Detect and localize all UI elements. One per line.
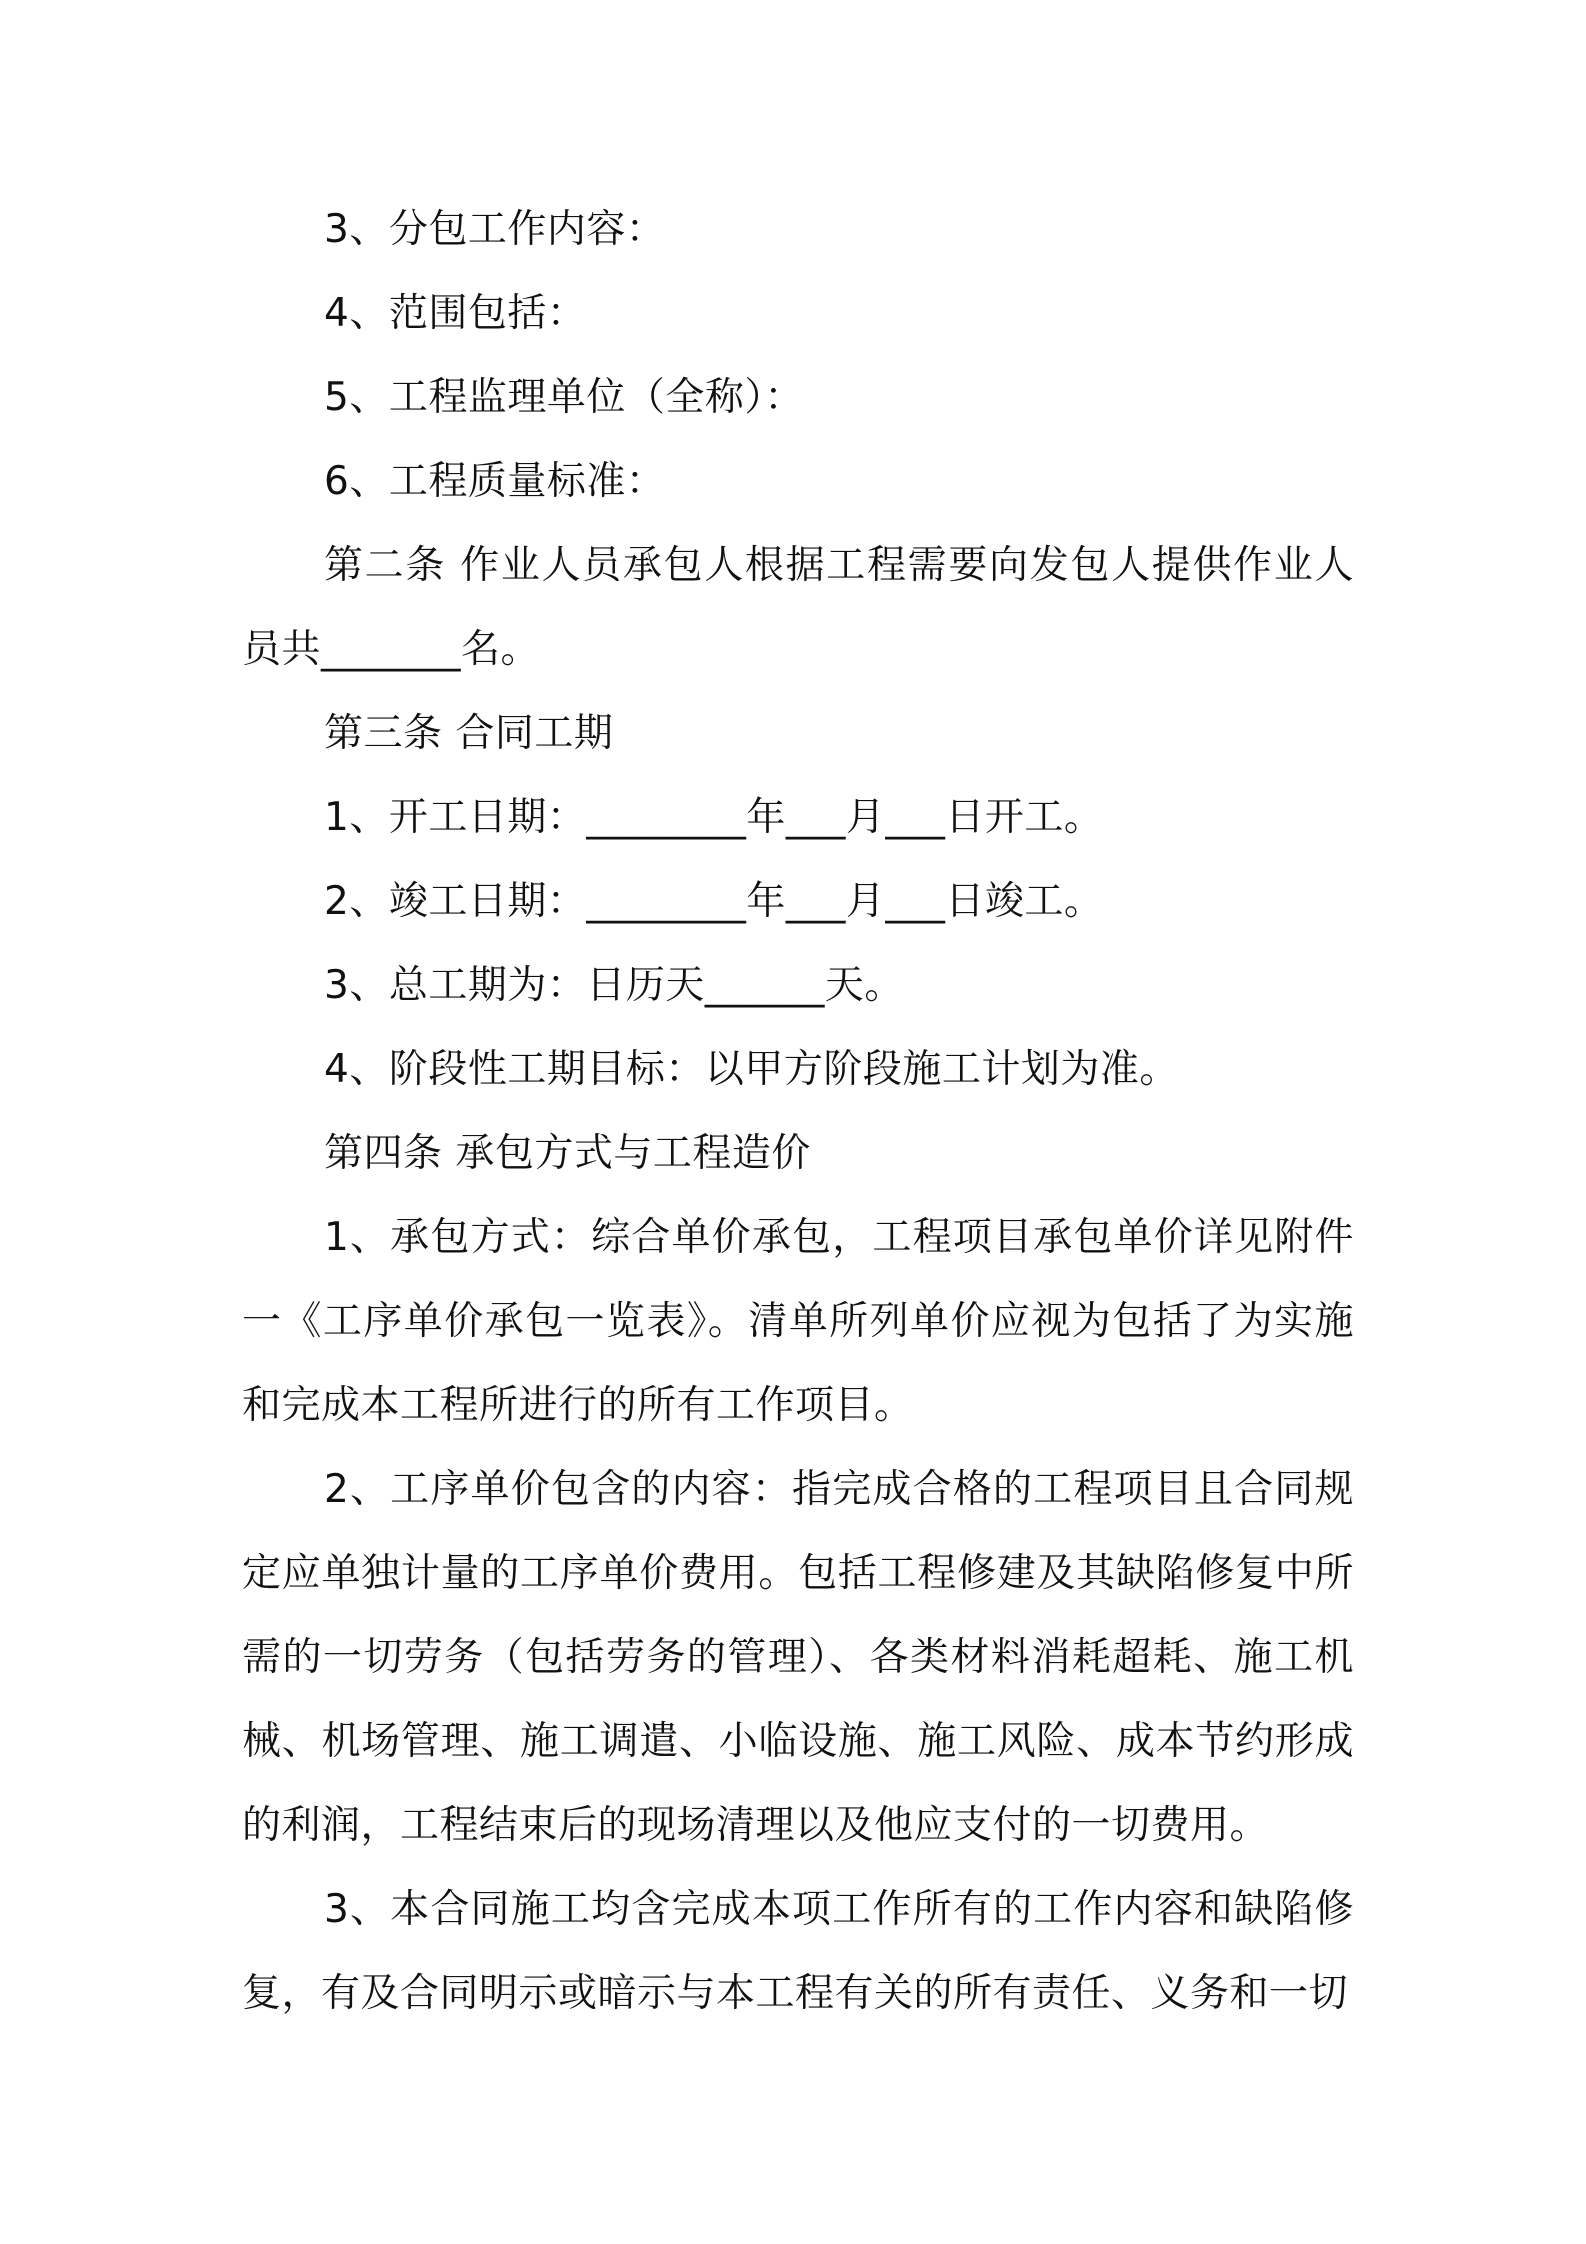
paragraph-completion-date: 2、竣工日期：________年___月___日竣工。 xyxy=(324,879,1104,924)
paragraph-subcontract-work-content: 3、分包工作内容： xyxy=(324,207,666,252)
paragraph-supervision-unit: 5、工程监理单位（全称）： xyxy=(324,375,804,420)
paragraph-unit-price-content: 2、工序单价包含的内容：指完成合格的工程项目且合同规定应单独计量的工序单价费用。包括工程修建及其缺陷修复中所需的一切劳务（包括劳务的管理）、各类材料消耗超耗、施工机械、机场管理、施工调遣、小临设施、施工风险、成本节约形成的利润，工程结束后的现场清理以及他应支付的一切费用。 xyxy=(242,1467,1354,1848)
paragraph-total-duration: 3、总工期为：日历天______天。 xyxy=(324,963,904,1008)
paragraph-article-3-heading: 第三条 合同工期 xyxy=(324,711,614,756)
paragraph-article-2-workers: 第二条 作业人员承包人根据工程需要向发包人提供作业人员共_______名。 xyxy=(242,543,1354,672)
paragraph-contract-method: 1、承包方式：综合单价承包，工程项目承包单价详见附件一《工序单价承包一览表》。清单所列单价应视为包括了为实施和完成本工程所进行的所有工作项目。 xyxy=(242,1215,1354,1428)
paragraph-stage-goals: 4、阶段性工期目标：以甲方阶段施工计划为准。 xyxy=(324,1047,1179,1092)
paragraph-article-4-heading: 第四条 承包方式与工程造价 xyxy=(324,1131,811,1176)
paragraph-quality-standard: 6、工程质量标准： xyxy=(324,459,666,504)
document-body xyxy=(242,188,1354,2036)
paragraph-scope: 4、范围包括： xyxy=(324,291,587,336)
paragraph-start-date: 1、开工日期：________年___月___日开工。 xyxy=(324,795,1104,840)
paragraph-construction-scope: 3、本合同施工均含完成本项工作所有的工作内容和缺陷修复，有及合同明示或暗示与本工程有关的所有责任、义务和一切 xyxy=(242,1887,1354,2016)
